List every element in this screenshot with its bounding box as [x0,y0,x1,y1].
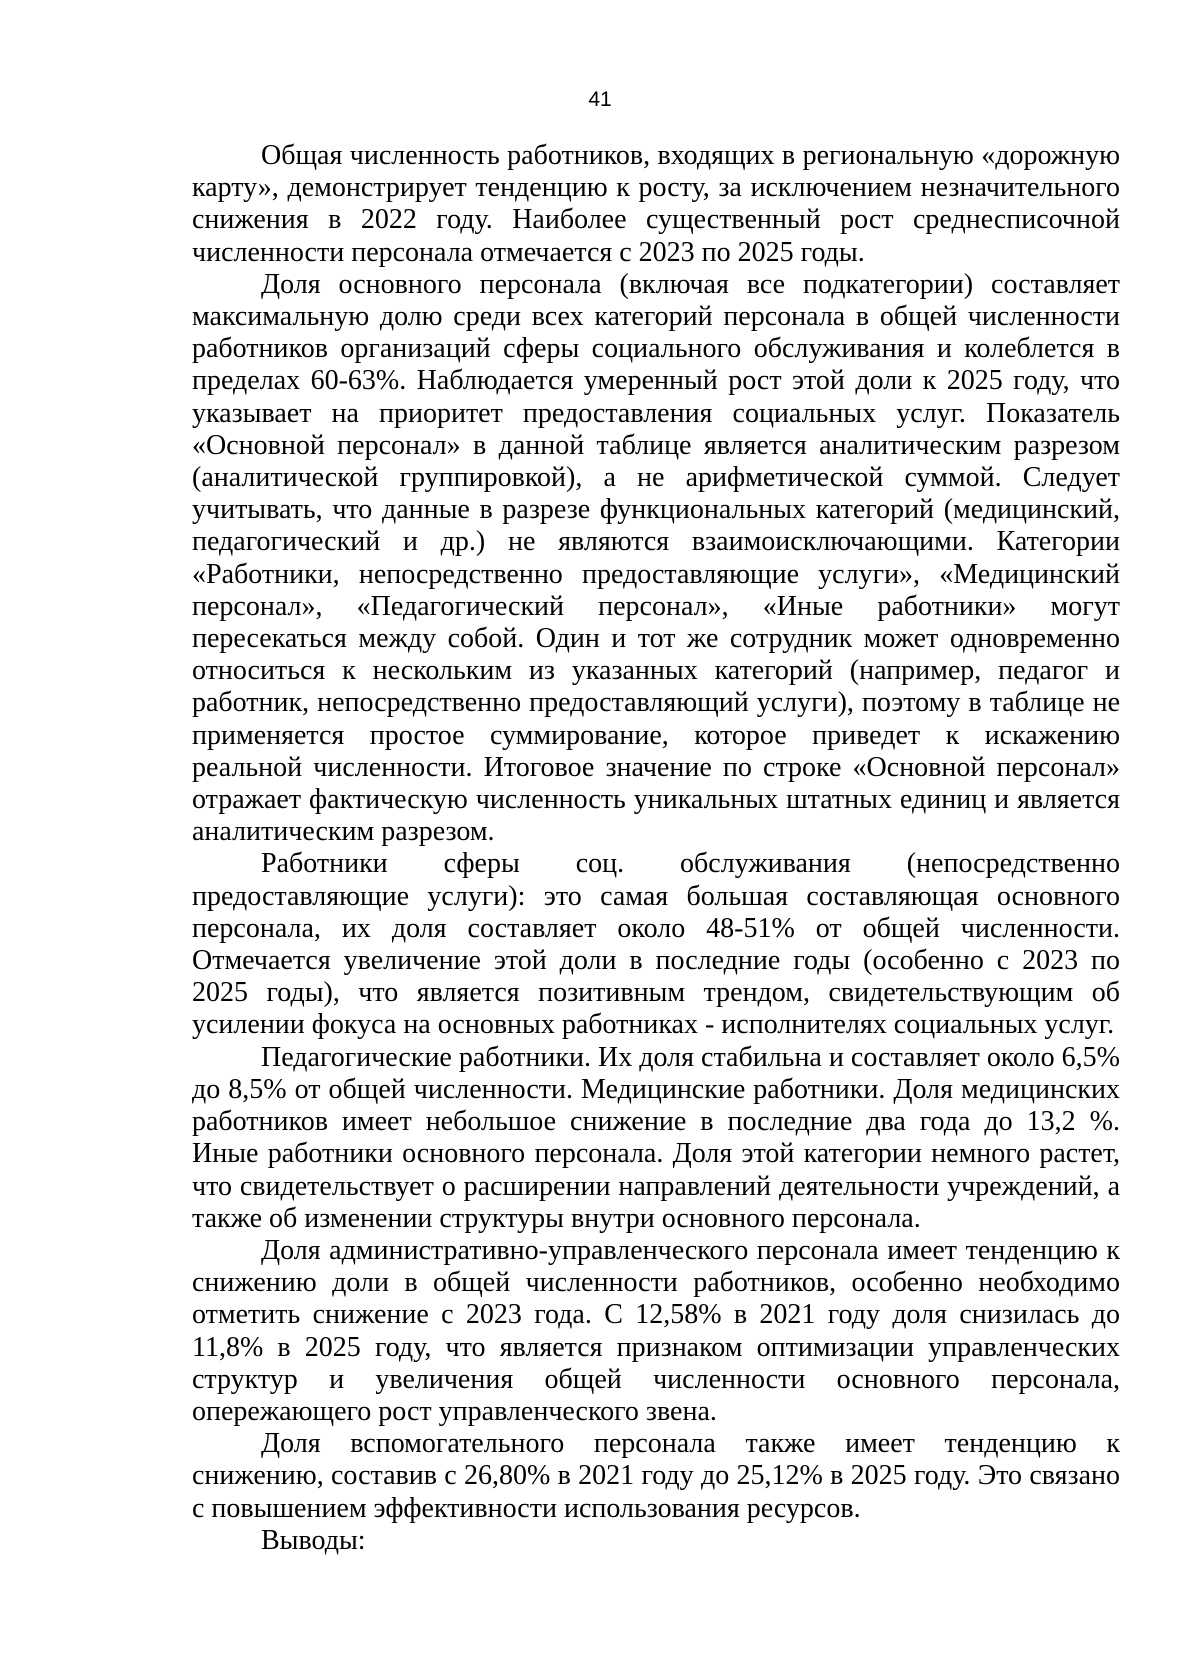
paragraph-support-staff: Доля вспомогательного персонала также имеет тенденцию к снижению, составив с 26,80% в 2021 году до 25,12% в 2025 году. Это связано с повышением эффективности использования ресурсов. [192,1428,1120,1524]
paragraph-core-staff: Доля основного персонала (включая все подкатегории) составляет максимальную долю среди всех категорий персонала в общей численности работников организаций сферы социального обслуживания и колеблется в пределах 60-63%. Наблюдается умеренный рост этой доли к 2025 году, что указывает на приоритет предоставления социальных услуг. Показатель «Основной персонал» в данной таблице является аналитическим разрезом (аналитической группировкой), а не арифметической суммой. Следует учитывать, что данные в разрезе функциональных категорий (медицинский, педагогический и др.) не являются взаимоисключающими. Категории «Работники, непосредственно предоставляющие услуги», «Медицинский персонал», «Педагогический персонал», «Иные работники» могут пересекаться между собой. Один и тот же сотрудник может одновременно относиться к нескольким из указанных категорий (например, педагог и работник, непосредственно предоставляющий услуги), поэтому в таблице не применяется простое суммирование, которое приведет к искажению реальной численности. Итоговое значение по строке «Основной персонал» отражает фактическую численность уникальных штатных единиц и является аналитическим разрезом. [192,268,1120,848]
body-text [192,140,1120,1557]
paragraph-service-workers: Работники сферы соц. обслуживания (непосредственно предоставляющие услуги): это самая большая составляющая основного персонала, их доля составляет около 48-51% от общей численности. Отмечается увеличение этой доли в последние годы (особенно с 2023 по 2025 годы), что является позитивным трендом, свидетельствующим об усилении фокуса на основных работниках - исполнителях социальных услуг. [192,848,1120,1041]
paragraph-conclusions-heading: Выводы: [261,1524,366,1556]
paragraph-administrative-staff: Доля административно-управленческого персонала имеет тенденцию к снижению доли в общей численности работников, особенно необходимо отметить снижение с 2023 года. С 12,58% в 2021 году доля снизилась до 11,8% в 2025 году, что является признаком оптимизации управленческих структур и увеличения общей численности основного персонала, опережающего рост управленческого звена. [192,1234,1120,1427]
paragraph-total-employees: Общая численность работников, входящих в региональную «дорожную карту», демонстрирует тенденцию к росту, за исключением незначительного снижения в 2022 году. Наиболее существенный рост среднесписочной численности персонала отмечается с 2023 по 2025 годы. [192,140,1120,268]
page-number: 41 [588,88,612,111]
paragraph-pedagogical-medical: Педагогические работники. Их доля стабильна и составляет около 6,5% до 8,5% от общей численности. Медицинские работники. Доля медицинских работников имеет небольшое снижение в последние два года до 13,2 %. Иные работники основного персонала. Доля этой категории немного растет, что свидетельствует о расширении направлений деятельности учреждений, а также об изменении структуры внутри основного персонала. [192,1041,1120,1234]
